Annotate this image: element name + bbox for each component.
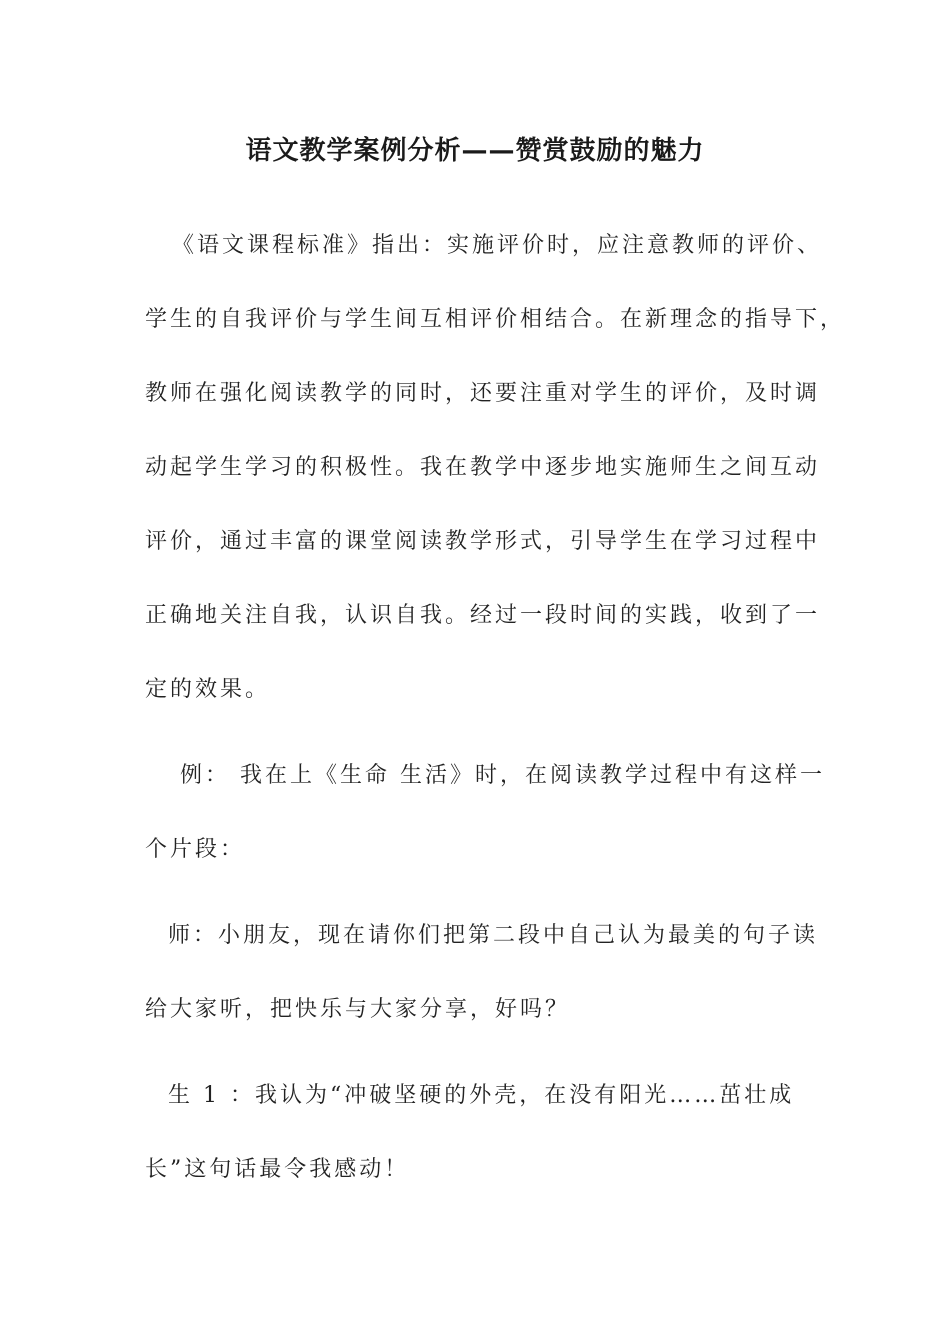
paragraph-line: 教师在强化阅读教学的同时，还要注重对学生的评价，及时调	[145, 381, 821, 406]
paragraph-line: 正确地关注自我，认识自我。经过一段时间的实践，收到了一	[145, 603, 821, 628]
dialogue-line: 师：小朋友，现在请你们把第二段中自己认为最美的句子读	[168, 923, 819, 948]
example-line: 例： 我在上《生命 生活》时，在阅读教学过程中有这样一	[180, 763, 825, 788]
dialogue-line: 给大家听，把快乐与大家分享，好吗？	[145, 997, 571, 1022]
paragraph-line: 学生的自我评价与学生间互相评价相结合。在新理念的指导下，	[145, 307, 846, 332]
example-line: 个片段：	[145, 837, 246, 862]
document-title: 语文教学案例分析——赞赏鼓励的魅力	[245, 136, 705, 166]
paragraph-line: 动起学生学习的积极性。我在教学中逐步地实施师生之间互动	[145, 455, 821, 480]
paragraph-line: 评价，通过丰富的课堂阅读教学形式，引导学生在学习过程中	[145, 529, 821, 554]
paragraph-line: 定的效果。	[145, 677, 271, 702]
dialogue-line: 长”这句话最令我感动！	[145, 1157, 410, 1182]
paragraph-line: 《语文课程标准》指出：实施评价时，应注意教师的评价、	[172, 233, 823, 258]
dialogue-line: 生 1 ：我认为“冲破坚硬的外壳，在没有阳光……茁壮成	[168, 1083, 795, 1108]
